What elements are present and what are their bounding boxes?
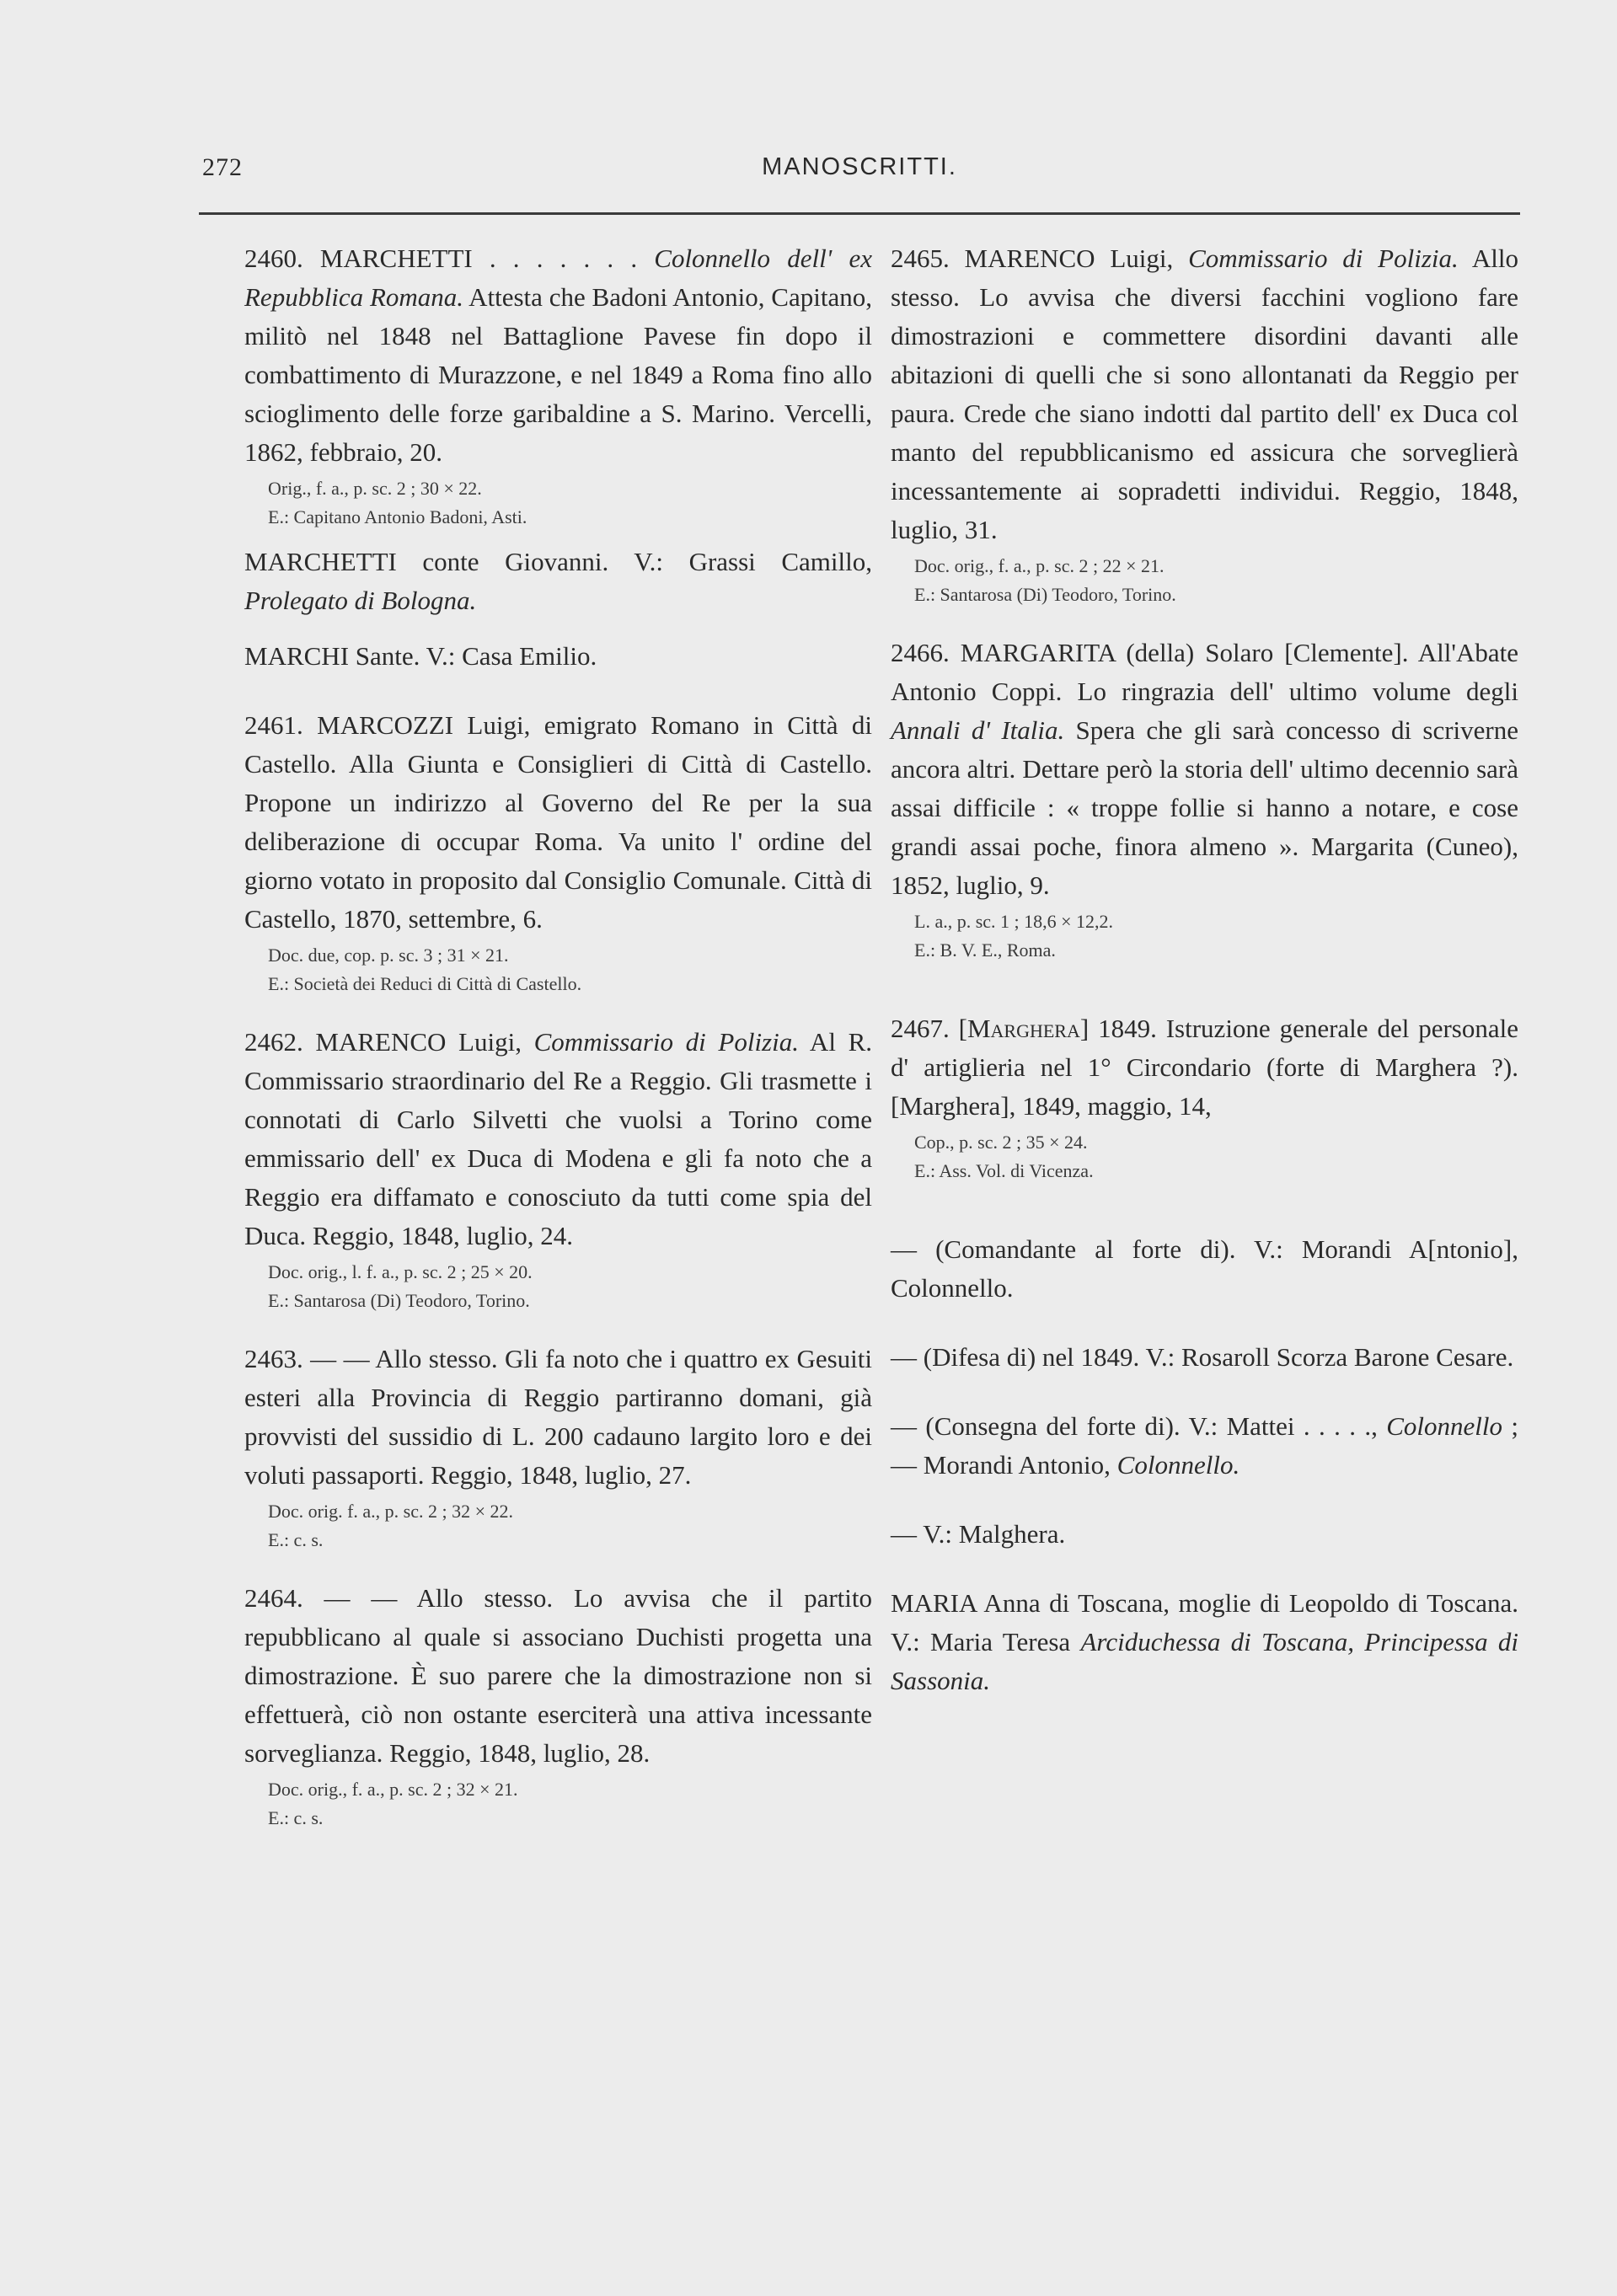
header-rule bbox=[199, 212, 1520, 215]
entry-2460-owner: E.: Capitano Antonio Badoni, Asti. bbox=[268, 506, 527, 527]
entry-2467 bbox=[891, 1009, 1518, 1126]
entry-2467-owner: E.: Ass. Vol. di Vicenza. bbox=[914, 1160, 1094, 1181]
xref-marghera-consegna bbox=[891, 1407, 1518, 1485]
entry-2460-head: 2460. MARCHETTI . . . . . . . bbox=[244, 244, 655, 273]
xref-marghera-comandante: — (Comandante al forte di). V.: Morandi A[ntonio], Colonnello. bbox=[891, 1234, 1518, 1303]
xref-consegna-text-2: ; — Morandi Antonio, bbox=[891, 1411, 1518, 1480]
entry-2465-body: Allo stesso. Lo avvisa che diversi facchini vogliono fare dimostrazioni e commettere disordini davanti alle abitazioni di quelli che si sono allontanati da Reggio per paura. Crede che siano indotti dal partito dell' ex Duca col manto del repubblicanismo ed assicura che sorveglierà incessantemente ai sopradetti individui. Reggio, 1848, luglio, 31. bbox=[891, 244, 1518, 544]
xref-marchetti-text: MARCHETTI conte Giovanni. V.: Grassi Camillo, bbox=[244, 547, 872, 576]
xref-marghera-malghera: — V.: Malghera. bbox=[891, 1519, 1066, 1549]
entry-2467-head: 2467. [ bbox=[891, 1014, 967, 1043]
entry-2466 bbox=[891, 634, 1518, 905]
entry-2465 bbox=[891, 239, 1518, 549]
entry-2462-body: Al R. Commissario straordinario del Re a Reggio. Gli trasmette i connotati di Carlo Silvetti che vuolsi a Torino come emmissario dell' ex Duca di Modena e gli fa noto che a Reggio era diffamato e conosciuto da tutti come spia del Duca. Reggio, 1848, luglio, 24. bbox=[244, 1027, 873, 1250]
entry-2467-note: Cop., p. sc. 2 ; 35 × 24. bbox=[914, 1132, 1088, 1153]
xref-marchi-sante: MARCHI Sante. V.: Casa Emilio. bbox=[244, 641, 597, 671]
entry-2463: 2463. — — Allo stesso. Gli fa noto che i quattro ex Gesuiti esteri alla Provincia di Reggio partiranno domani, già provvisti del sussidio di L. 200 cadauno largito loro e dei voluti passaporti. Reggio, 1848, luglio, 27. bbox=[244, 1344, 872, 1490]
xref-consegna-title-1: Colonnello bbox=[1386, 1411, 1502, 1441]
entry-2460-body: Attesta che Badoni Antonio, Capitano, militò nel 1848 nel Battaglione Pavese fin dopo il combattimento di Murazzone, e nel 1849 a Roma fino allo scioglimento delle forze garibaldine a S. Marino. Vercelli, 1862, febbraio, 20. bbox=[244, 282, 872, 467]
xref-consegna-title-2: Colonnello. bbox=[1116, 1450, 1240, 1480]
entry-2461-note: Doc. due, cop. p. sc. 3 ; 31 × 21. bbox=[268, 945, 509, 966]
running-title: MANOSCRITTI. bbox=[762, 153, 957, 180]
entry-2461-owner: E.: Società dei Reduci di Città di Castello. bbox=[268, 973, 582, 994]
entry-2463-owner: E.: c. s. bbox=[268, 1529, 324, 1550]
xref-maria-title: Arciduchessa di Toscana, Principessa di Sassonia. bbox=[891, 1627, 1518, 1695]
entry-2465-head: 2465. MARENCO Luigi, bbox=[891, 244, 1189, 273]
entry-2464: 2464. — — Allo stesso. Lo avvisa che il partito repubblicano al quale si associano Duchisti progetta una dimostrazione. È suo parere che la dimostrazione non si effettuerà, ciò non ostante eserciterà una attiva incessante sorveglianza. Reggio, 1848, luglio, 28. bbox=[244, 1583, 872, 1768]
page-number: 272 bbox=[202, 153, 243, 181]
xref-maria-text: MARIA Anna di Toscana, moglie di Leopoldo di Toscana. V.: Maria Teresa bbox=[891, 1588, 1518, 1656]
entry-2465-note: Doc. orig., f. a., p. sc. 2 ; 22 × 21. bbox=[914, 555, 1165, 576]
entry-2462-owner: E.: Santarosa (Di) Teodoro, Torino. bbox=[268, 1290, 530, 1311]
xref-marchetti-title: Prolegato di Bologna. bbox=[244, 586, 477, 615]
entry-2465-title: Commissario di Polizia. bbox=[1188, 244, 1459, 273]
entry-2462 bbox=[244, 1023, 872, 1255]
entry-2466-title: Annali d' Italia. bbox=[891, 715, 1065, 745]
entry-2461: 2461. MARCOZZI Luigi, emigrato Romano in Città di Castello. Alla Giunta e Consiglieri di Città di Castello. Propone un indirizzo al Governo del Re per la sua deliberazione di occupar Roma. Va unito l' ordine del giorno votato in proposito dal Consiglio Comunale. Città di Castello, 1870, settembre, 6. bbox=[244, 710, 872, 934]
entry-2467-smallcaps: Marghera bbox=[966, 1014, 1080, 1043]
entry-2466-owner: E.: B. V. E., Roma. bbox=[914, 939, 1056, 961]
entry-2462-head: 2462. MARENCO Luigi, bbox=[244, 1027, 534, 1057]
running-head bbox=[202, 153, 1517, 187]
xref-marghera-difesa: — (Difesa di) nel 1849. V.: Rosaroll Scorza Barone Cesare. bbox=[891, 1342, 1514, 1372]
entry-2460 bbox=[244, 239, 872, 472]
entry-2465-owner: E.: Santarosa (Di) Teodoro, Torino. bbox=[914, 584, 1176, 605]
entry-2460-title: Colonnello dell' ex Repubblica Romana. bbox=[244, 244, 872, 312]
left-column bbox=[244, 239, 872, 1830]
entry-2463-note: Doc. orig. f. a., p. sc. 2 ; 32 × 22. bbox=[268, 1501, 514, 1522]
xref-consegna-text: — (Consegna del forte di). V.: Mattei . . . . ., bbox=[891, 1411, 1387, 1441]
entry-2460-note: Orig., f. a., p. sc. 2 ; 30 × 22. bbox=[268, 478, 482, 499]
right-column bbox=[891, 239, 1518, 1704]
xref-marchetti-giovanni bbox=[244, 543, 872, 620]
entry-2464-note: Doc. orig., f. a., p. sc. 2 ; 32 × 21. bbox=[268, 1779, 518, 1800]
entry-2466-head: 2466. MARGARITA (della) Solaro [Clemente]. All'Abate Antonio Coppi. Lo ringrazia dell' ultimo volume degli bbox=[891, 638, 1518, 706]
entry-2466-note: L. a., p. sc. 1 ; 18,6 × 12,2. bbox=[914, 911, 1114, 932]
entry-2466-body: Spera che gli sarà concesso di scriverne ancora altri. Dettare però la storia dell' ultimo decennio sarà assai difficile : « troppe follie si hanno a notare, e cose grandi assai poche, finora almeno ». Margarita (Cuneo), 1852, luglio, 9. bbox=[891, 715, 1518, 900]
entry-2464-owner: E.: c. s. bbox=[268, 1807, 324, 1828]
xref-maria-anna bbox=[891, 1584, 1518, 1700]
entry-2467-body: ] 1849. Istruzione generale del personale d' artiglieria nel 1° Circondario (forte di Marghera ?). [Marghera], 1849, maggio, 14, bbox=[891, 1014, 1518, 1121]
entry-2462-note: Doc. orig., l. f. a., p. sc. 2 ; 25 × 20. bbox=[268, 1261, 533, 1282]
entry-2462-title: Commissario di Polizia. bbox=[533, 1027, 799, 1057]
